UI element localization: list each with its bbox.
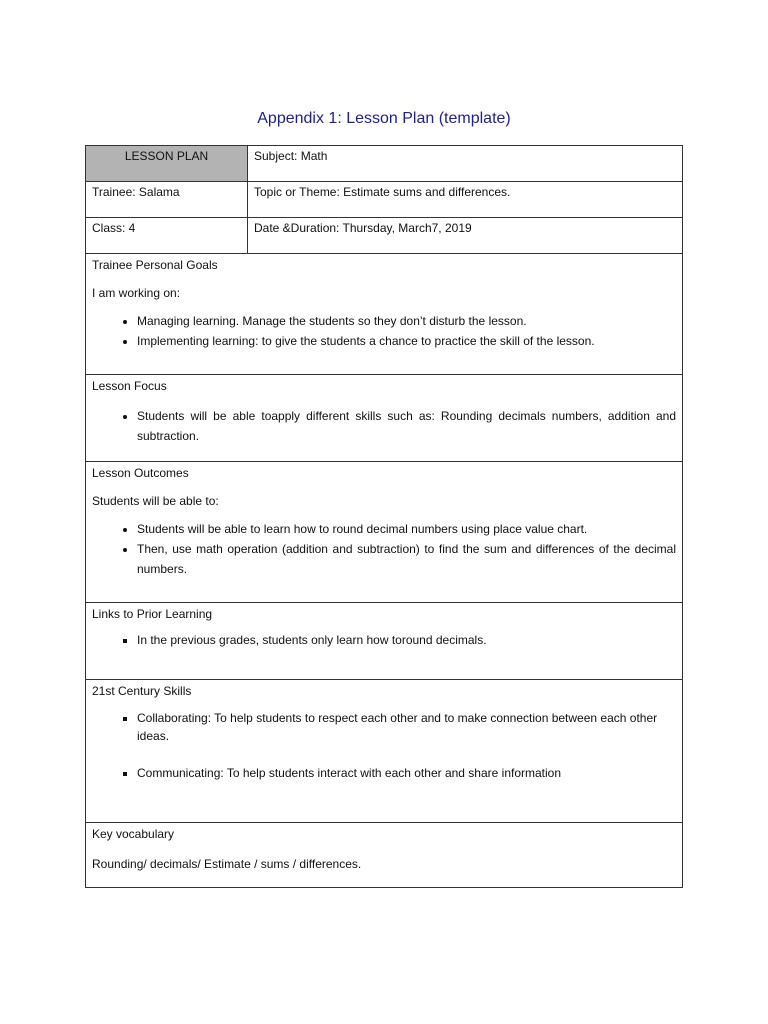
skills-list bbox=[92, 709, 676, 782]
personal-goals-intro: I am working on: bbox=[92, 286, 181, 300]
list-item: • Then, use math operation (addition and subtraction) to find the sum and differences of the decimal numbers. bbox=[137, 539, 676, 579]
list-item bbox=[137, 764, 676, 782]
prior-learning-title: Links to Prior Learning bbox=[92, 607, 213, 621]
date-cell: Date &Duration: Thursday, March7, 2019 bbox=[248, 218, 683, 254]
lesson-outcomes-section bbox=[86, 462, 683, 603]
lesson-plan-table bbox=[85, 145, 683, 888]
list-item: • Students will be able to learn how to round decimal numbers using place value chart. bbox=[137, 519, 676, 539]
personal-goals-section bbox=[86, 254, 683, 375]
skills-section bbox=[86, 680, 683, 823]
list-item: ▪ In the previous grades, students only learn how toround decimals. bbox=[137, 630, 676, 650]
personal-goals-list bbox=[92, 311, 676, 351]
lesson-outcomes-title: Lesson Outcomes bbox=[92, 466, 189, 480]
topic-cell: Topic or Theme: Estimate sums and differences. bbox=[248, 182, 683, 218]
subject-cell: Subject: Math bbox=[248, 146, 683, 182]
lesson-focus-list bbox=[92, 406, 676, 446]
list-item: • Managing learning. Manage the students so they don’t disturb the lesson. bbox=[137, 311, 676, 331]
lesson-focus-section bbox=[86, 375, 683, 462]
prior-learning-section bbox=[86, 603, 683, 680]
skill-label: Collaborating: bbox=[137, 711, 212, 725]
skill-label: Communicating: bbox=[137, 766, 224, 780]
list-item: • Students will be able toapply different skills such as: Rounding decimals numbers, addition and subtraction. bbox=[137, 406, 676, 446]
skill-text: To help students to respect each other and to make connection between each other ideas. bbox=[137, 711, 658, 743]
lesson-outcomes-intro: Students will be able to: bbox=[92, 494, 219, 508]
class-cell: Class: 4 bbox=[86, 218, 248, 254]
vocabulary-section bbox=[86, 823, 683, 888]
personal-goals-title: Trainee Personal Goals bbox=[92, 258, 218, 272]
lesson-plan-header-cell: LESSON PLAN bbox=[86, 146, 248, 182]
trainee-cell: Trainee: Salama bbox=[86, 182, 248, 218]
skills-title: 21st Century Skills bbox=[92, 684, 192, 698]
lesson-focus-title: Lesson Focus bbox=[92, 379, 167, 393]
document-title: Appendix 1: Lesson Plan (template) bbox=[257, 110, 511, 127]
vocabulary-text: Rounding/ decimals/ Estimate / sums / differences. bbox=[92, 857, 362, 871]
vocabulary-title: Key vocabulary bbox=[92, 827, 175, 841]
list-item bbox=[137, 709, 676, 745]
skill-text: To help students interact with each other and share information bbox=[223, 766, 562, 780]
lesson-outcomes-list bbox=[92, 519, 676, 579]
prior-learning-list bbox=[92, 630, 676, 650]
list-item: • Implementing learning: to give the students a chance to practice the skill of the lesson. bbox=[137, 331, 676, 351]
